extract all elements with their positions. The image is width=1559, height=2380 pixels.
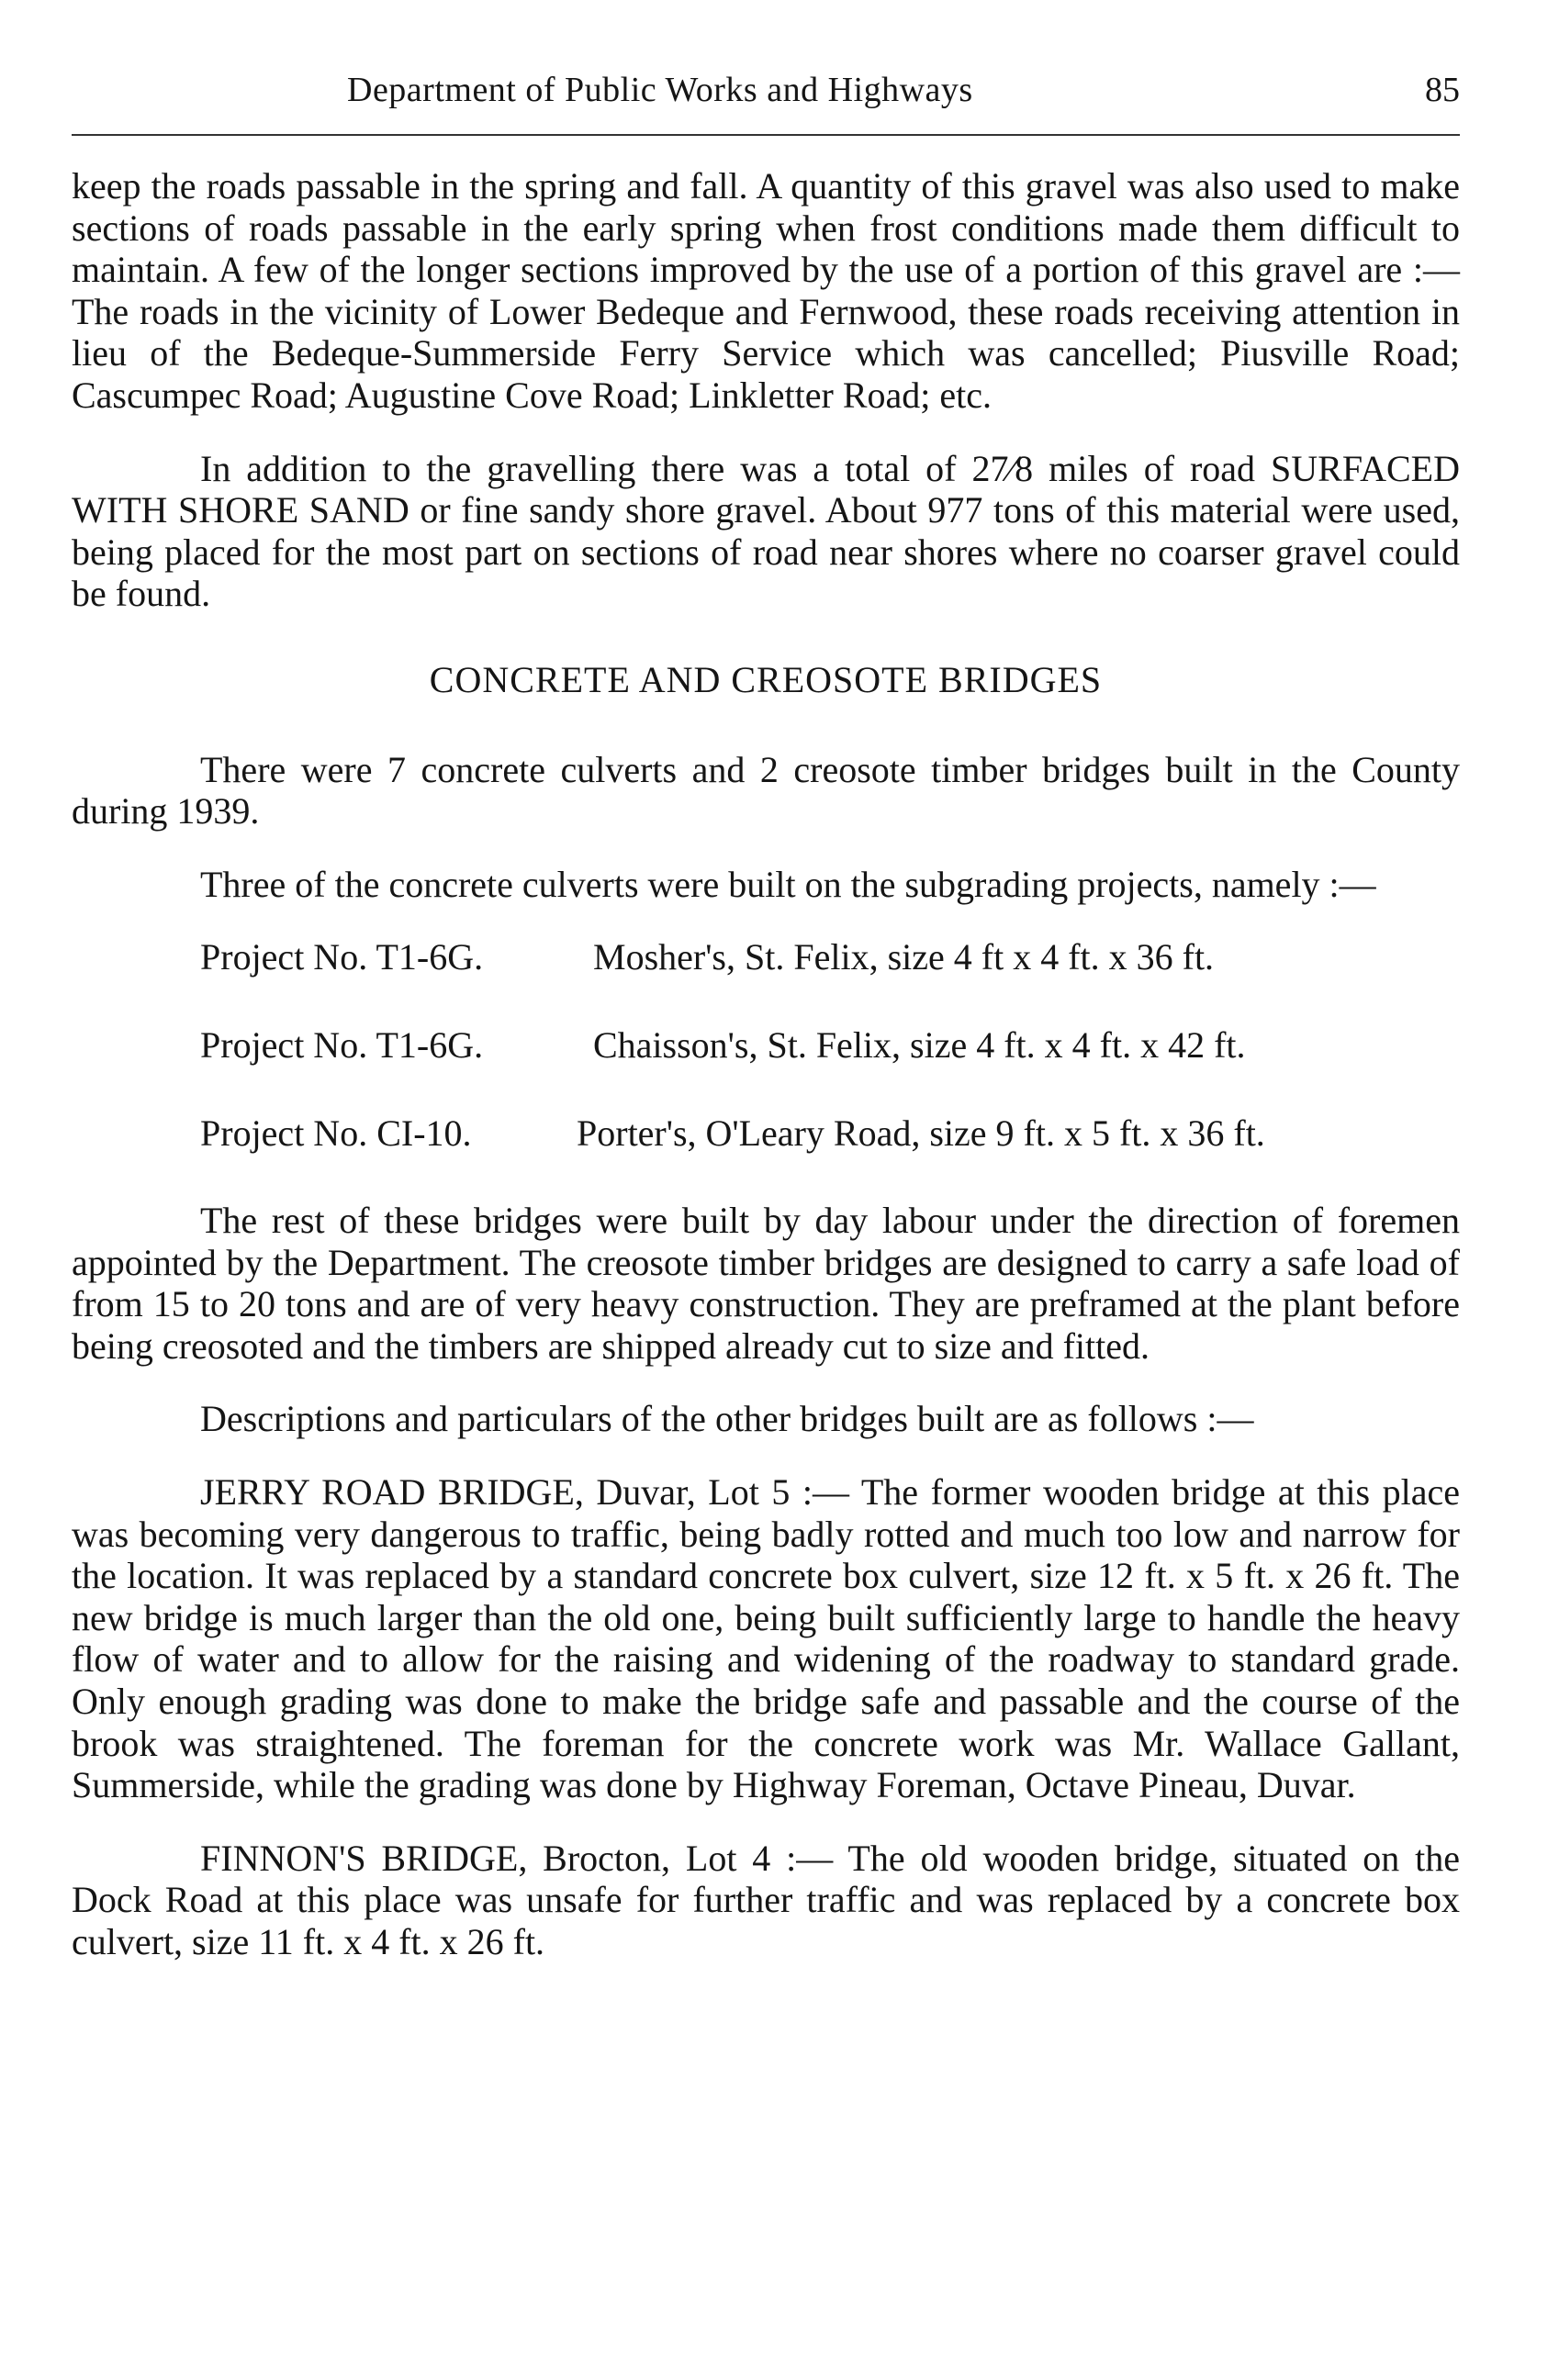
paragraph-day-labour: The rest of these bridges were built by day labour under the direction of foremen appointed by the Department. The creosote timber bridges are designed to carry a safe load of from 15 to 20 tons and are of very heavy construction. They are preframed at the plant before being creosoted and the timbers are shipped already cut to size and fitted. [72, 1200, 1460, 1367]
section-heading: CONCRETE AND CREOSOTE BRIDGES [429, 658, 1103, 700]
paragraph-bridge-count: There were 7 concrete culverts and 2 creosote timber bridges built in the County during 1939. [72, 748, 1460, 832]
project-line [200, 1112, 1460, 1155]
project-number: Project No. CI-10. [200, 1112, 472, 1154]
header-rule [72, 134, 1460, 136]
project-line [200, 936, 1460, 978]
paragraph-subgrading-intro: Three of the concrete culverts were built on the subgrading projects, namely :— [200, 863, 1376, 905]
project-number: Project No. T1-6G. [200, 1023, 484, 1066]
paragraph-gravel: keep the roads passable in the spring and fall. A quantity of this gravel was also used to make sections of roads passable in the early spring when frost conditions made them difficult to maintain. A few of the longer sections improved by the use of a portion of this gravel are :— The roads in the vicinity of Lower Bedeque and Fernwood, these roads receiving attention in lieu of the Bedeque-Summerside Ferry Service which was cancelled; Piusville Road; Cascumpec Road; Augustine Cove Road; Linkletter Road; etc. [72, 165, 1460, 416]
paragraph-jerry-road-bridge: JERRY ROAD BRIDGE, Duvar, Lot 5 :— The former wooden bridge at this place was becoming very dangerous to traffic, being badly rotted and much too low and narrow for the location. It was replaced by a standard concrete box culvert, size 12 ft. x 5 ft. x 26 ft. The new bridge is much larger than the old one, being built sufficiently large to handle the heavy flow of water and to allow for the raising and widening of the roadway to standard grade. Only enough grading was done to make the bridge safe and passable and the course of the brook was straightened. The foreman for the concrete work was Mr. Wallace Gallant, Summerside, while the grading was done by Highway Foreman, Octave Pineau, Duvar. [72, 1471, 1460, 1806]
project-description: Chaisson's, St. Felix, size 4 ft. x 4 ft. x 42 ft. [593, 1023, 1246, 1066]
project-line [200, 1024, 1460, 1067]
paragraph-descriptions-intro: Descriptions and particulars of the other bridges built are as follows :— [200, 1398, 1254, 1440]
page-number: 85 [1425, 71, 1460, 109]
project-description: Mosher's, St. Felix, size 4 ft x 4 ft. x 36 ft. [593, 936, 1215, 978]
running-title: Department of Public Works and Highways [347, 71, 973, 109]
page-body [72, 165, 1460, 1995]
paragraph-finnons-bridge: FINNON'S BRIDGE, Brocton, Lot 4 :— The old wooden bridge, situated on the Dock Road at this place was unsafe for further traffic and was replaced by a concrete box culvert, size 11 ft. x 4 ft. x 26 ft. [72, 1837, 1460, 1962]
project-number: Project No. T1-6G. [200, 936, 484, 978]
paragraph-shore-sand: In addition to the gravelling there was a total of 27⁄8 miles of road SURFACED WITH SHORE SAND or fine sandy shore gravel. About 977 tons of this material were used, being placed for the most part on sections of road near shores where no coarser gravel could be found. [72, 447, 1460, 615]
project-description: Porter's, O'Leary Road, size 9 ft. x 5 ft. x 36 ft. [577, 1112, 1265, 1154]
page-header [72, 70, 1460, 117]
